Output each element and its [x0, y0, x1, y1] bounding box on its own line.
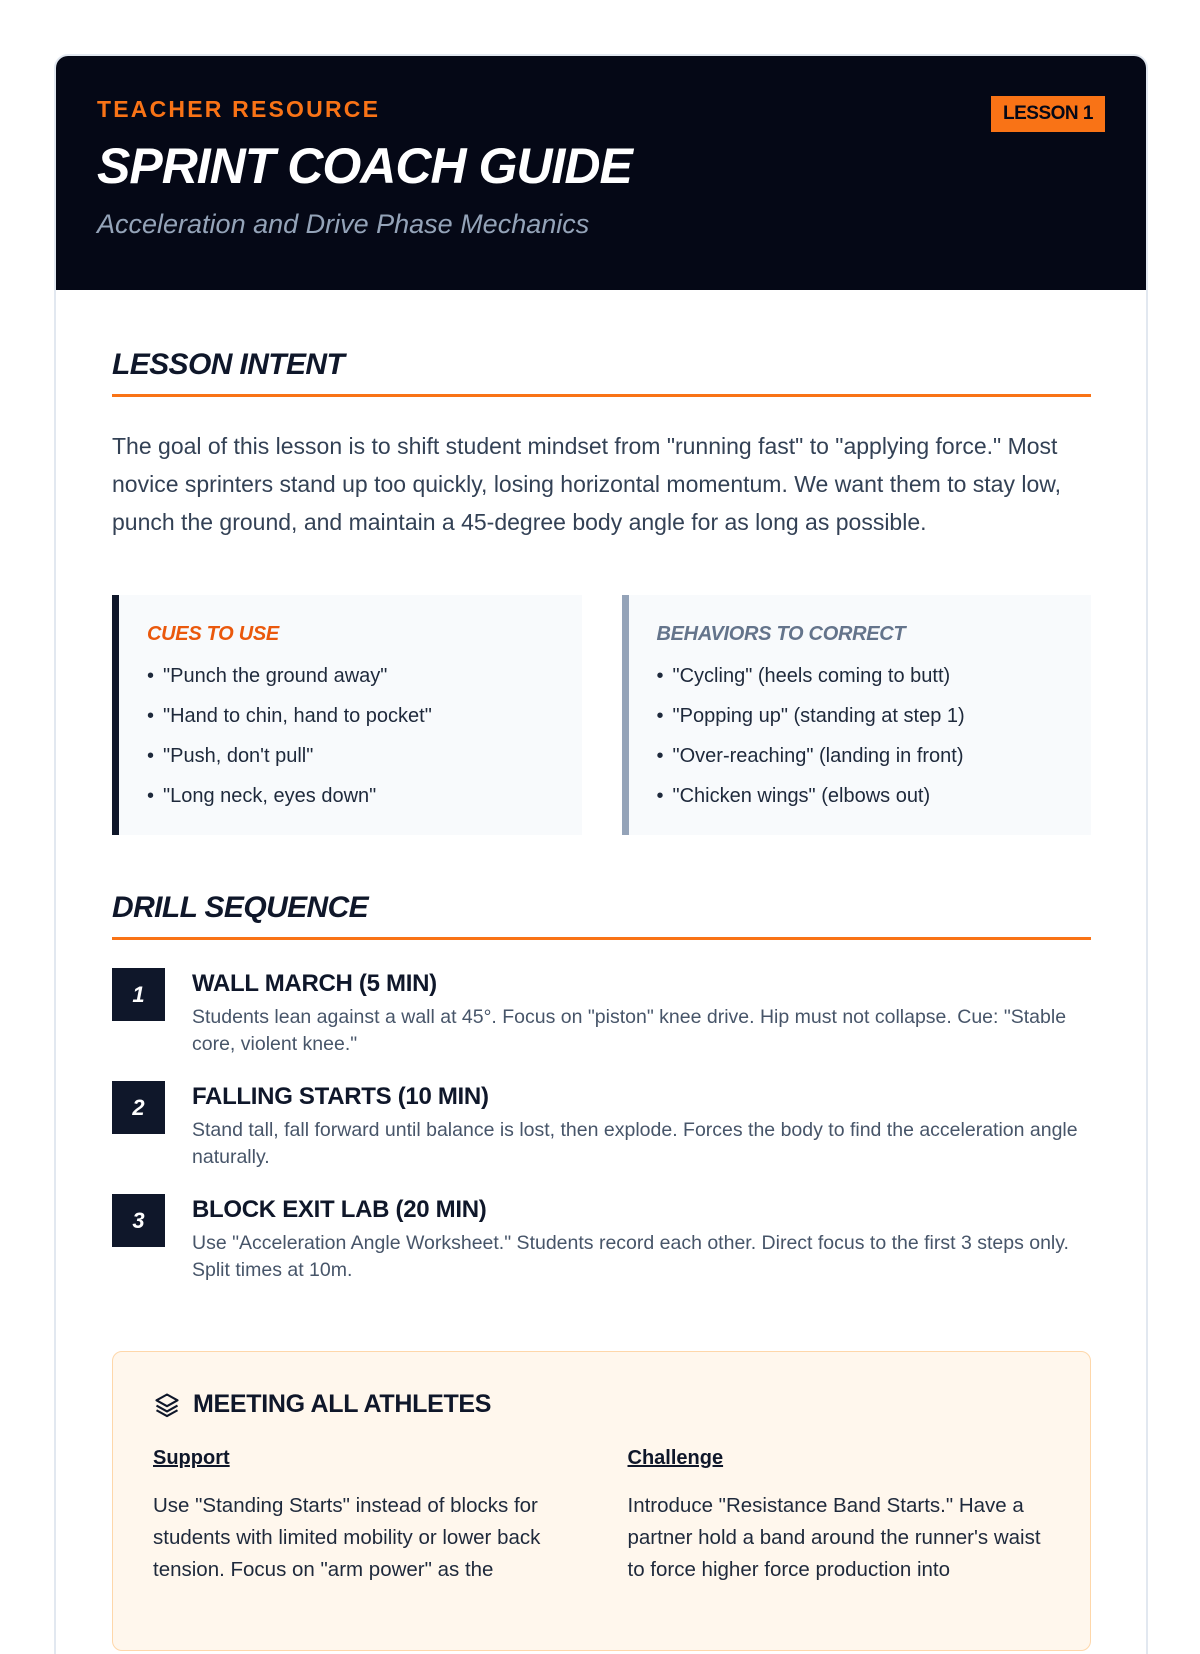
guide-content [56, 348, 1146, 1651]
step-body [192, 968, 1091, 1081]
support-text: Use "Standing Starts" instead of blocks for students with limited mobility or lower back tension. Focus on "arm power" as the [153, 1494, 541, 1581]
lesson-intent-text: The goal of this lesson is to shift student mindset from "running fast" to "applying force." Most novice sprinters stand up too quickly, losing horizontal momentum. We want them to stay low, punch the ground, and maintain a 45-degree body angle for as long as possible. [112, 433, 1061, 535]
challenge-column [628, 1447, 1051, 1586]
cue-item: • "Long neck, eyes down" [147, 776, 582, 816]
page-subtitle: Acceleration and Drive Phase Mechanics [97, 209, 590, 239]
step-description: Stand tall, fall forward until balance is lost, then explode. Forces the body to find the acceleration angle naturally. [192, 1119, 1078, 1168]
support-label: Support [153, 1447, 230, 1469]
step-title: WALL MARCH (5 MIN) [192, 970, 437, 997]
support-column [153, 1447, 576, 1586]
behavior-item: • "Popping up" (standing at step 1) [657, 696, 1092, 736]
differentiation-columns [153, 1447, 1050, 1586]
differentiation-callout [112, 1351, 1091, 1651]
challenge-text: Introduce "Resistance Band Starts." Have a partner hold a band around the runner's waist to force higher force production into [627, 1494, 1041, 1581]
step-description: Students lean against a wall at 45°. Focus on "piston" knee drive. Hip must not collapse. Cue: "Stable core, violent knee." [192, 1006, 1067, 1055]
step-body [192, 1194, 1091, 1307]
behaviors-card [622, 595, 1092, 835]
coaching-cards [112, 595, 1091, 835]
page-title: SPRINT COACH GUIDE [97, 138, 632, 194]
step-number: 1 [112, 968, 165, 1021]
behavior-item: • "Chicken wings" (elbows out) [657, 776, 1092, 816]
behaviors-list [657, 656, 1092, 816]
step-number: 3 [112, 1194, 165, 1247]
drill-step [112, 1081, 1091, 1194]
lesson-badge: LESSON 1 [991, 96, 1105, 132]
drill-steps [112, 968, 1091, 1307]
behavior-item: • "Over-reaching" (landing in front) [657, 736, 1092, 776]
challenge-label: Challenge [627, 1447, 724, 1469]
cues-card [112, 595, 582, 835]
step-number: 2 [112, 1081, 165, 1134]
step-description: Use "Acceleration Angle Worksheet." Students record each other. Direct focus to the first 3 steps only. Split times at 10m. [192, 1232, 1069, 1281]
behaviors-card-title: BEHAVIORS TO CORRECT [656, 623, 906, 645]
cues-card-title: CUES TO USE [147, 623, 279, 645]
resource-eyebrow: TEACHER RESOURCE [97, 96, 381, 122]
guide-header [56, 56, 1146, 290]
differentiation-title-row [153, 1390, 1050, 1419]
behavior-item: • "Cycling" (heels coming to butt) [657, 656, 1092, 696]
drill-step [112, 968, 1091, 1081]
cue-item: • "Punch the ground away" [147, 656, 582, 696]
lesson-intent-heading: LESSON INTENT [112, 348, 1091, 397]
drill-sequence-heading: DRILL SEQUENCE [112, 891, 1091, 940]
cue-item: • "Hand to chin, hand to pocket" [147, 696, 582, 736]
differentiation-title: MEETING ALL ATHLETES [193, 1390, 492, 1418]
layers-icon [153, 1391, 181, 1419]
step-title: BLOCK EXIT LAB (20 MIN) [192, 1196, 487, 1223]
step-title: FALLING STARTS (10 MIN) [192, 1083, 489, 1110]
lesson-guide-page [54, 54, 1148, 1654]
step-body [192, 1081, 1091, 1194]
drill-step [112, 1194, 1091, 1307]
cues-list [147, 656, 582, 816]
cue-item: • "Push, don't pull" [147, 736, 582, 776]
